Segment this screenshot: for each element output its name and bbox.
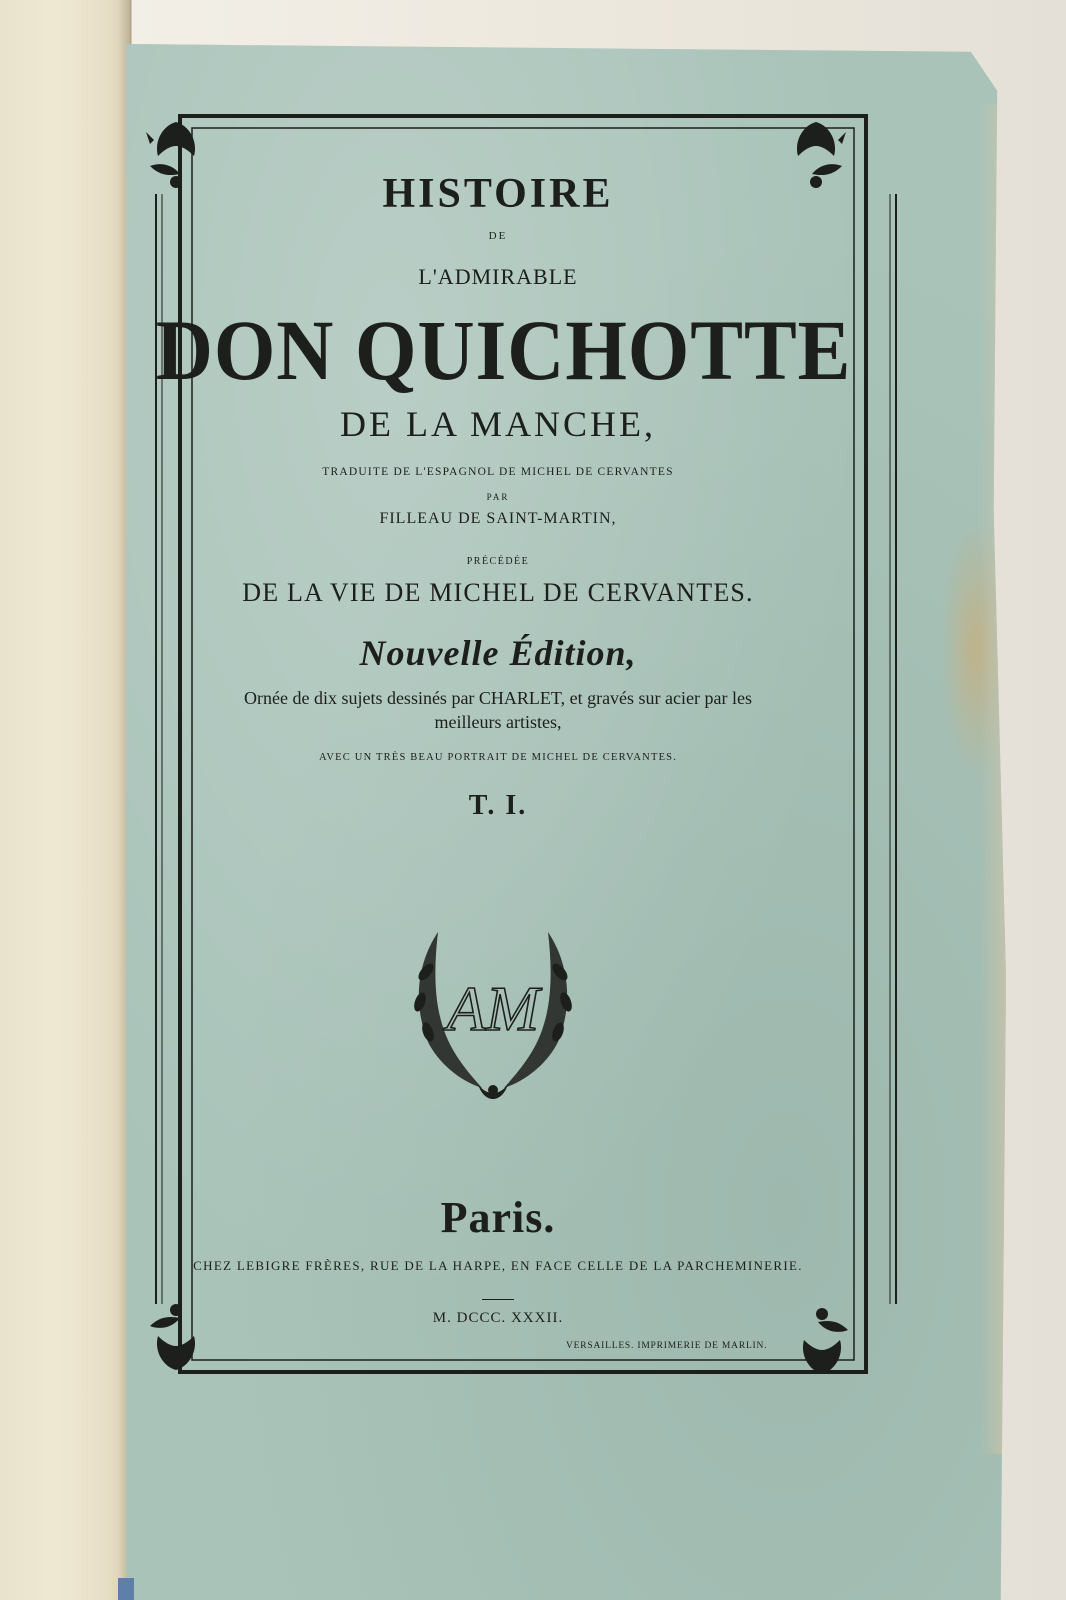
title-don-quichotte: DON QUICHOTTE <box>155 302 852 398</box>
title-de: DE <box>488 230 508 242</box>
title-de-la-manche: DE LA MANCHE, <box>340 404 656 444</box>
facing-page <box>0 0 131 1600</box>
translator-name: FILLEAU DE SAINT-MARTIN, <box>379 510 617 527</box>
portrait-note: AVEC UN TRÈS BEAU PORTRAIT DE MICHEL DE CERVANTES. <box>318 752 678 763</box>
divider-rule <box>482 1299 514 1300</box>
monogram-letters: AM <box>446 973 540 1044</box>
blue-tag <box>118 1578 134 1600</box>
par-label: PAR <box>486 492 510 502</box>
edition-label: Nouvelle Édition, <box>359 633 637 673</box>
wreath-monogram-icon <box>398 912 588 1112</box>
title-histoire: HISTOIRE <box>382 171 614 217</box>
volume-number: T. I. <box>468 790 528 821</box>
publication-year: M. DCCC. XXXII. <box>432 1310 564 1326</box>
illustration-credit-line2: meilleurs artistes, <box>434 712 562 732</box>
preface-title: DE LA VIE DE MICHEL DE CERVANTES. <box>242 578 754 607</box>
publisher-line: CHEZ LEBIGRE FRÈRES, RUE DE LA HARPE, EN FACE CELLE DE LA PARCHEMINERIE. <box>193 1258 803 1273</box>
publication-city: Paris. <box>440 1193 556 1242</box>
translation-credit: TRADUITE DE L'ESPAGNOL DE MICHEL DE CERVANTES <box>322 466 674 478</box>
printer-line: VERSAILLES. IMPRIMERIE DE MARLIN. <box>566 1341 768 1351</box>
precedee-label: PRÉCÉDÉE <box>466 556 530 567</box>
corner-ornament-bottom-left <box>140 1296 212 1380</box>
illustration-credit-line1: Ornée de dix sujets dessinés par CHARLET, et gravés sur acier par les <box>243 688 752 708</box>
title-admirable: L'ADMIRABLE <box>418 264 578 289</box>
